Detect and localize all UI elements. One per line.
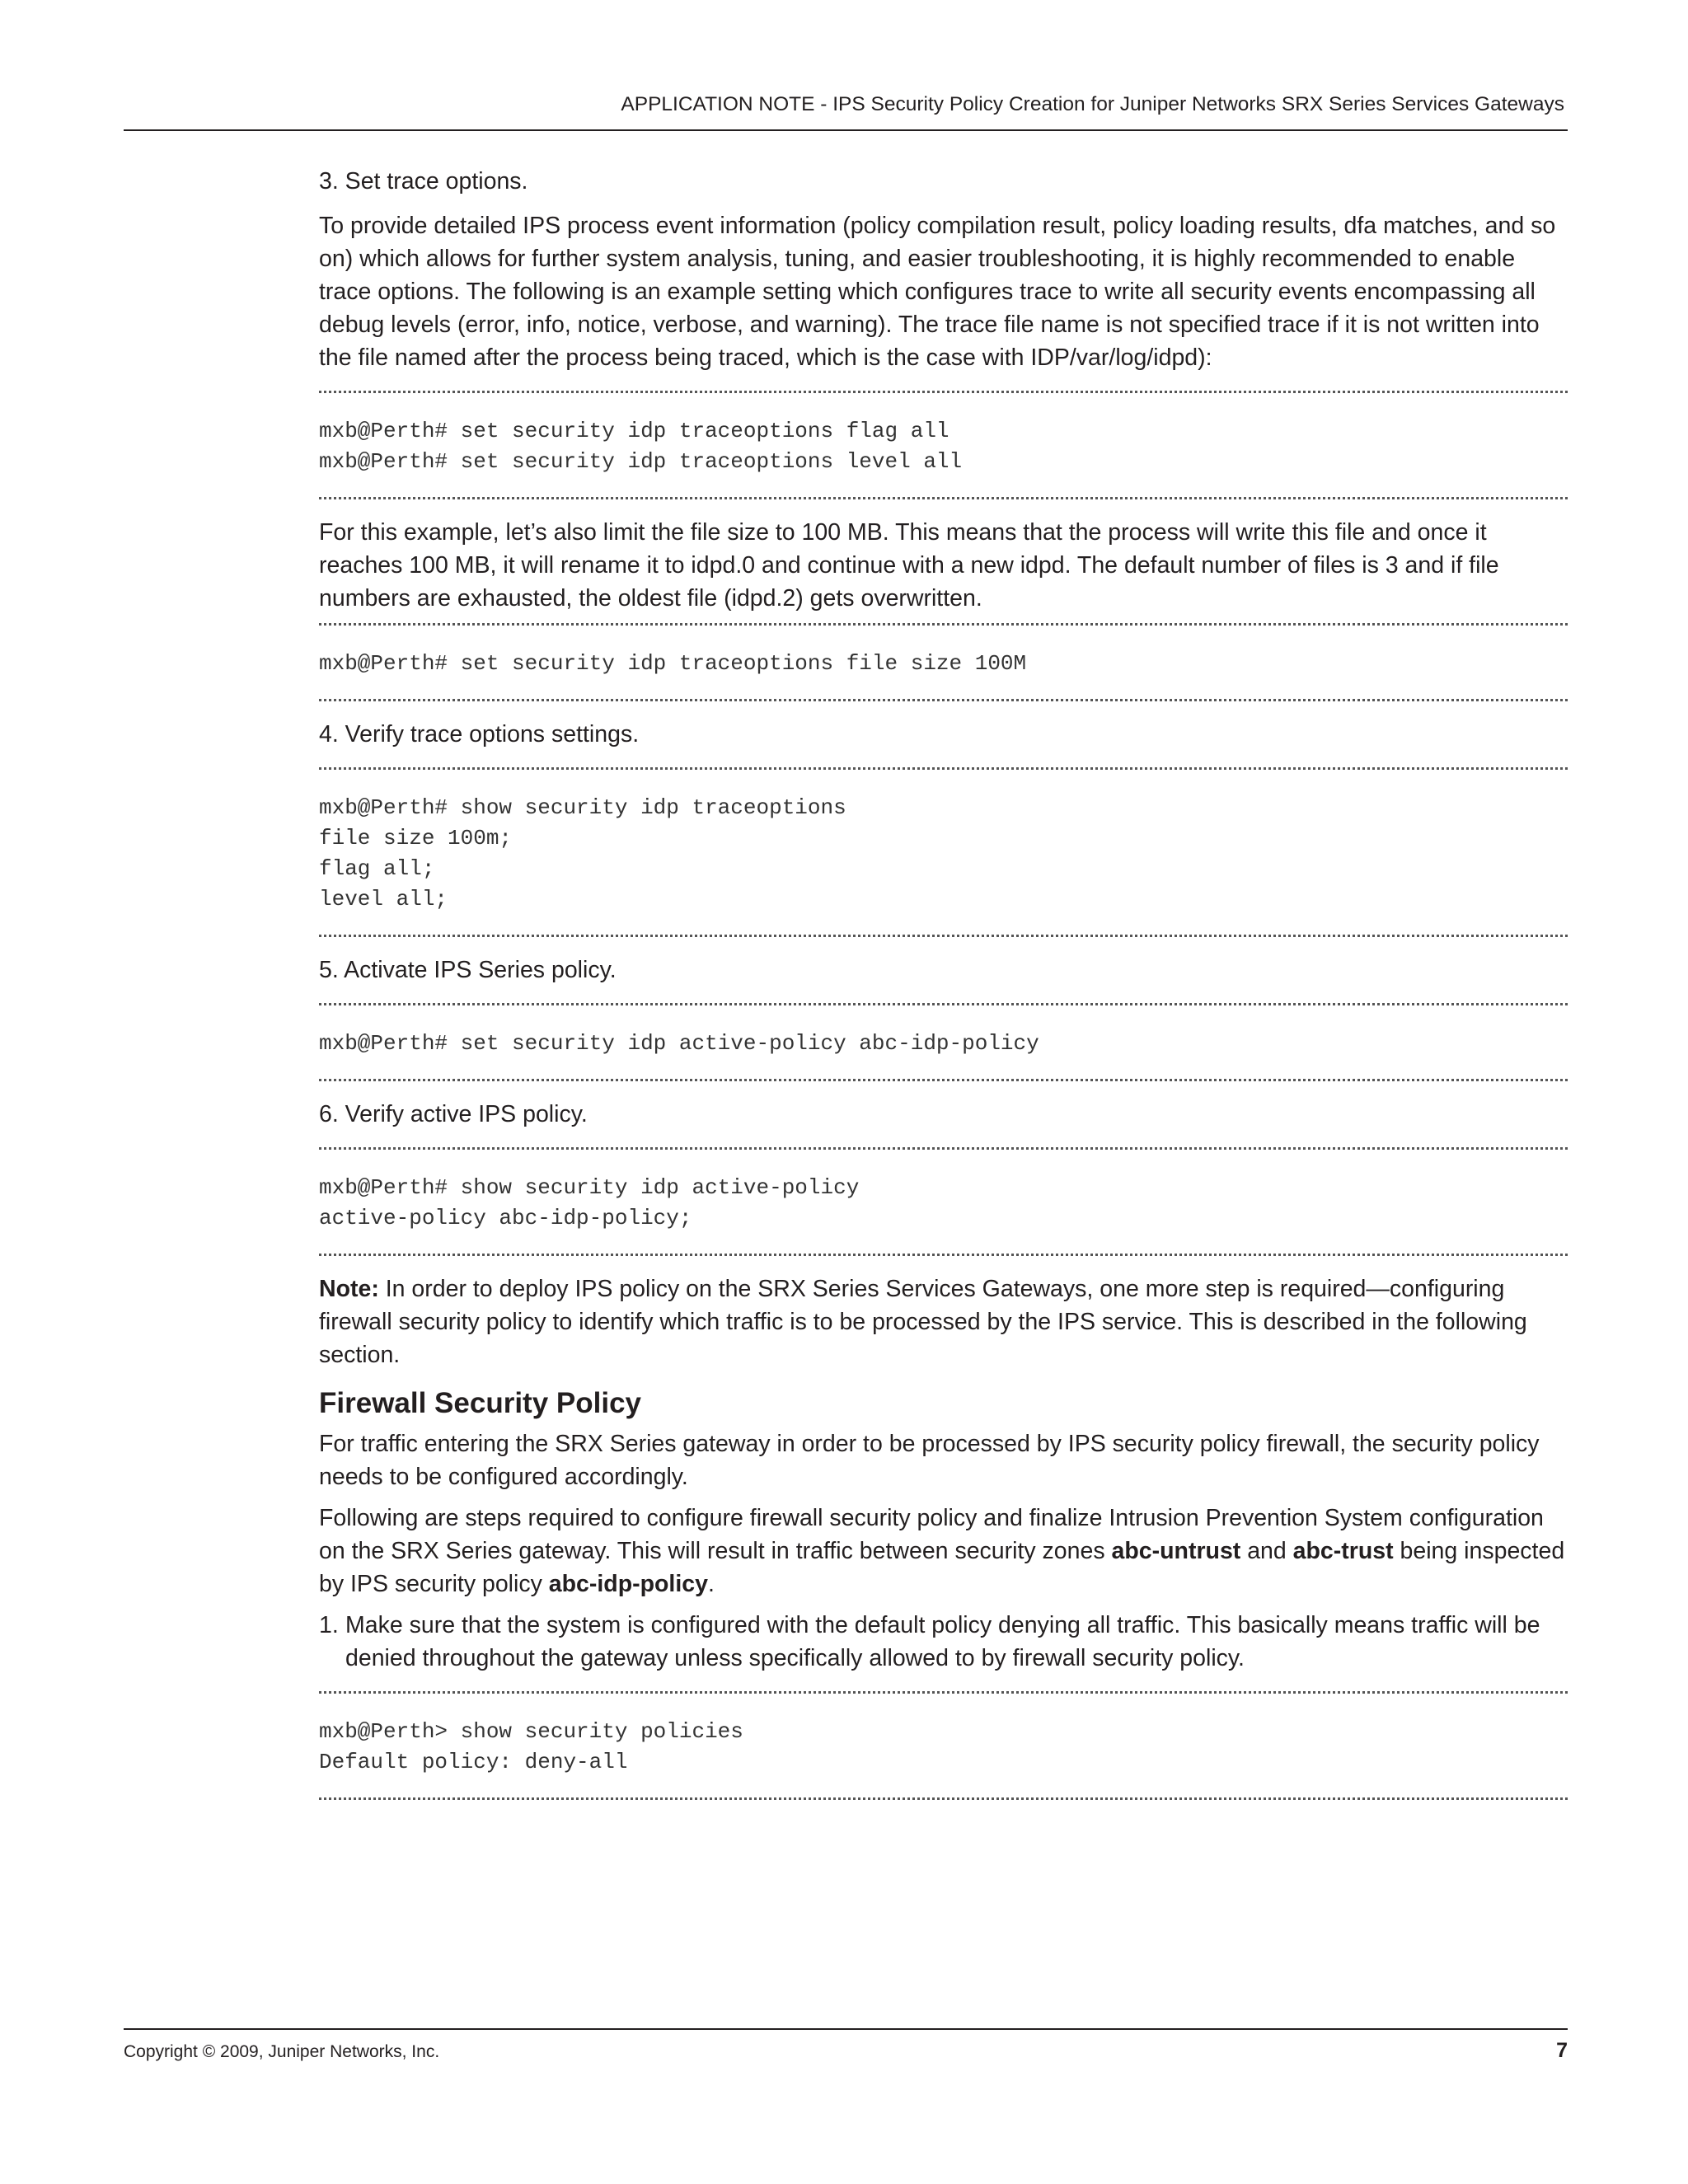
section-heading: Firewall Security Policy	[319, 1387, 641, 1419]
section-paragraph-1: For traffic entering the SRX Series gateway in order to be processed by IPS security policy firewall, the security policy needs to be configured accordingly.	[319, 1431, 1540, 1490]
step-5-heading: 5. Activate IPS Series policy.	[319, 957, 617, 983]
code-line: mxb@Perth# show security idp traceoptions	[319, 795, 846, 820]
text-run: being inspected by IPS security policy	[319, 1538, 1565, 1597]
code-line: mxb@Perth> show security policies	[319, 1719, 743, 1744]
code-line: file size 100m;	[319, 826, 513, 851]
policy-name: abc-idp-policy	[548, 1571, 708, 1597]
code-block-verify-policy	[319, 1147, 1568, 1256]
code-line: Default policy: deny-all	[319, 1750, 628, 1774]
section-paragraph-2	[319, 1502, 1568, 1601]
file-size-paragraph: For this example, let’s also limit the file size to 100 MB. This means that the process will write this file and once it reaches 100 MB, it will rename it to idpd.0 and continue with a new idpd. The default number of files is 3 and if file numbers are exhausted, the oldest file (idpd.2) gets overwritten.	[319, 519, 1499, 612]
footer-divider	[124, 2028, 1568, 2030]
page-body	[319, 165, 1568, 1816]
text-run: and	[1240, 1538, 1293, 1564]
zone-trust: abc-trust	[1292, 1538, 1394, 1564]
code-block-show-policies	[319, 1691, 1568, 1800]
code-line: level all;	[319, 887, 448, 912]
note-label: Note:	[319, 1276, 379, 1302]
step-4-heading: 4. Verify trace options settings.	[319, 721, 640, 748]
code-block-file-size	[319, 623, 1568, 701]
code-line: mxb@Perth# set security idp traceoptions file size 100M	[319, 651, 1027, 676]
code-line: mxb@Perth# set security idp active-policy abc-idp-policy	[319, 1031, 1039, 1056]
step-3-heading: 3. Set trace options.	[319, 168, 528, 194]
code-block-show-traceoptions	[319, 767, 1568, 937]
list-item-text: Make sure that the system is configured with the default policy denying all traffic. This basically means traffic will be denied throughout the gateway unless specifically allowed to by firewall security policy.	[345, 1612, 1540, 1671]
running-header: APPLICATION NOTE - IPS Security Policy Creation for Juniper Networks SRX Series Services Gateways	[621, 93, 1564, 115]
step-6-heading: 6. Verify active IPS policy.	[319, 1101, 588, 1127]
list-number: 1.	[319, 1612, 339, 1638]
note-paragraph	[319, 1272, 1568, 1371]
note-text: In order to deploy IPS policy on the SRX Series Services Gateways, one more step is required—configuring firewall security policy to identify which traffic is to be processed by the IPS service. This is described in the following section.	[319, 1276, 1527, 1368]
step-3-paragraph: To provide detailed IPS process event information (policy compilation result, policy loading results, dfa matches, and so on) which allows for further system analysis, tuning, and easier troubleshooting, it is highly recommended to enable trace options. The following is an example setting which configures trace to write all security events encompassing all debug levels (error, info, notice, verbose, and warning). The trace file name is not specified trace if it is not written into the file named after the process being traced, which is the case with IDP/var/log/idpd):	[319, 213, 1556, 371]
footer-copyright: Copyright © 2009, Juniper Networks, Inc.	[124, 2042, 440, 2061]
code-block-activate-policy	[319, 1003, 1568, 1081]
text-run: Following are steps required to configure firewall security policy and finalize Intrusion Prevention System configuration on the SRX Series gateway. This will result in traffic between security zones	[319, 1505, 1544, 1564]
zone-untrust: abc-untrust	[1111, 1538, 1241, 1564]
code-line: mxb@Perth# set security idp traceoptions flag all	[319, 419, 950, 443]
page-number: 7	[1556, 2039, 1568, 2062]
list-item	[319, 1609, 1568, 1675]
code-block-trace-flags	[319, 391, 1568, 499]
header-divider	[124, 129, 1568, 131]
code-line: mxb@Perth# set security idp traceoptions level all	[319, 449, 963, 474]
code-line: flag all;	[319, 856, 435, 881]
code-line: mxb@Perth# show security idp active-policy	[319, 1175, 860, 1200]
text-run: .	[707, 1571, 715, 1597]
code-line: active-policy abc-idp-policy;	[319, 1206, 692, 1230]
